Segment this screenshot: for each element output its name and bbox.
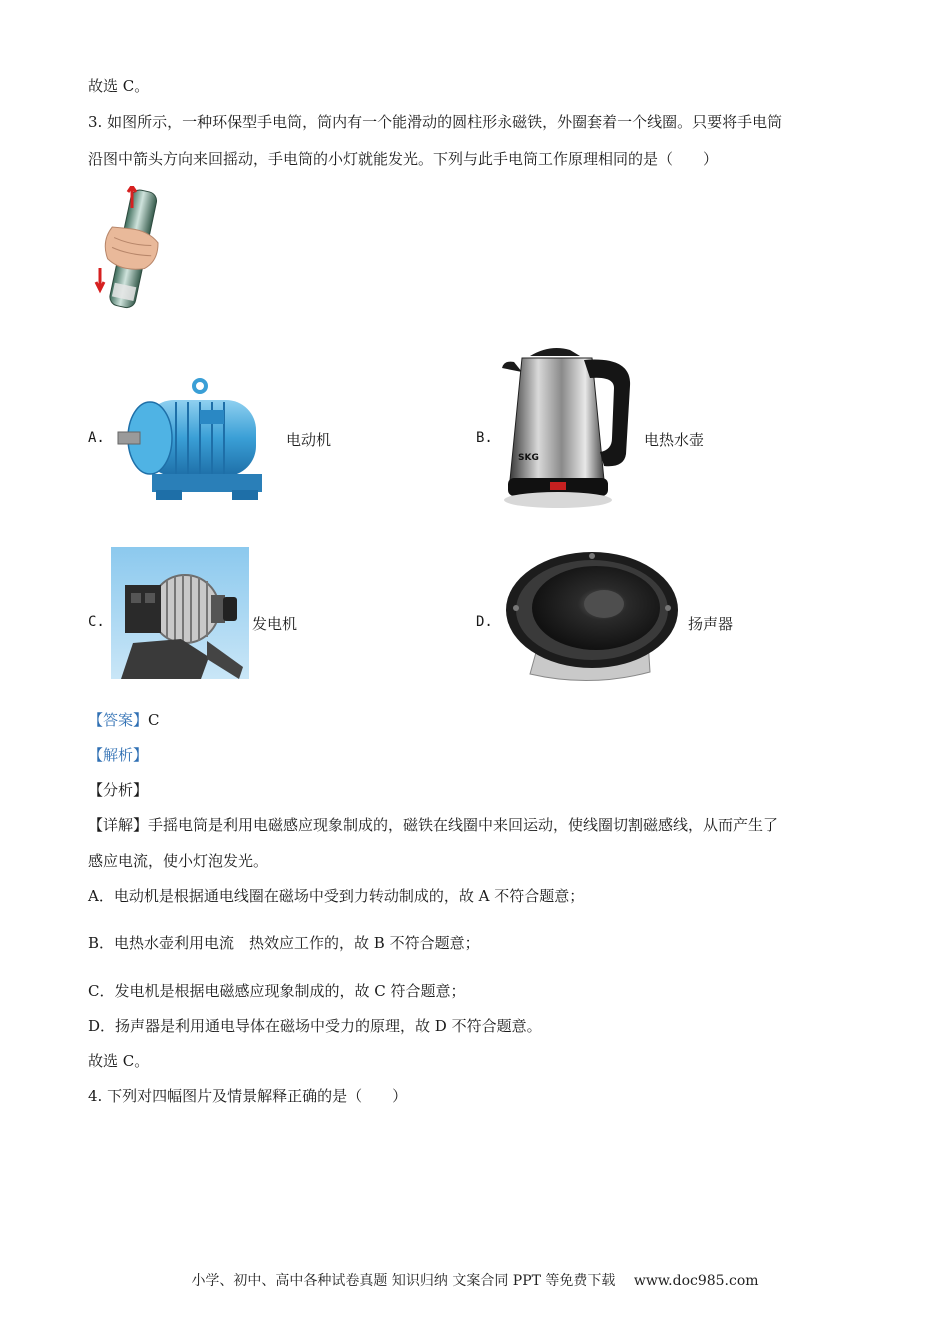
- explanation-d: D．扬声器是利用通电导体在磁场中受力的原理，故 D 不符合题意。: [88, 1017, 542, 1035]
- option-d-label: 扬声器: [688, 615, 734, 633]
- option-b-label: 电热水壶: [644, 431, 705, 449]
- analysis-tag: 【解析】: [88, 746, 149, 764]
- question-3-conclusion: 故选 C。: [88, 1052, 150, 1070]
- speaker-image: [500, 548, 684, 684]
- option-b-letter: B.: [476, 430, 493, 446]
- explanation-a: A．电动机是根据通电线圈在磁场中受到力转动制成的，故 A 不符合题意；: [88, 887, 585, 905]
- detail-line-1: [88, 815, 778, 835]
- option-a-label: 电动机: [286, 431, 332, 449]
- detail-text-1: 手摇电筒是利用电磁感应现象制成的，磁铁在线圈中来回运动，使线圈切割磁感线，从而产生了: [148, 816, 779, 834]
- detail-line-2: 感应电流，使小灯泡发光。: [88, 852, 269, 870]
- question-4-line-1: 4. 下列对四幅图片及情景解释正确的是（ ）: [88, 1087, 408, 1105]
- flashlight-image: [86, 186, 176, 314]
- electric-kettle-image: [500, 342, 636, 510]
- option-c-label: 发电机: [252, 615, 298, 633]
- option-a-letter: A.: [88, 430, 105, 446]
- detail-tag: 【详解】: [88, 816, 149, 834]
- answer-value: C: [148, 711, 160, 729]
- answer-line: [88, 710, 160, 730]
- generator-image: [111, 547, 249, 679]
- electric-motor-image: [116, 378, 266, 506]
- question-3-line-2: 沿图中箭头方向来回摇动，手电筒的小灯就能发光。下列与此手电筒工作原理相同的是（ ）: [88, 150, 719, 168]
- fenxi-tag: 【分析】: [88, 781, 149, 799]
- option-c-letter: C.: [88, 614, 105, 630]
- explanation-c: C．发电机是根据电磁感应现象制成的，故 C 符合题意；: [88, 982, 466, 1000]
- page-footer: 小学、初中、高中各种试卷真题 知识归纳 文案合同 PPT 等免费下载 www.doc985.com: [191, 1273, 759, 1289]
- previous-conclusion: 故选 C。: [88, 77, 150, 95]
- option-d-letter: D.: [476, 614, 493, 630]
- question-3-line-1: 3. 如图所示，一种环保型手电筒，筒内有一个能滑动的圆柱形永磁铁，外圈套着一个线圈。只要将手电筒: [88, 113, 783, 131]
- answer-tag: 【答案】: [88, 711, 149, 729]
- explanation-b: B．电热水壶利用电流 热效应工作的，故 B 不符合题意；: [88, 934, 480, 952]
- kettle-brand-text: SKG: [518, 453, 539, 463]
